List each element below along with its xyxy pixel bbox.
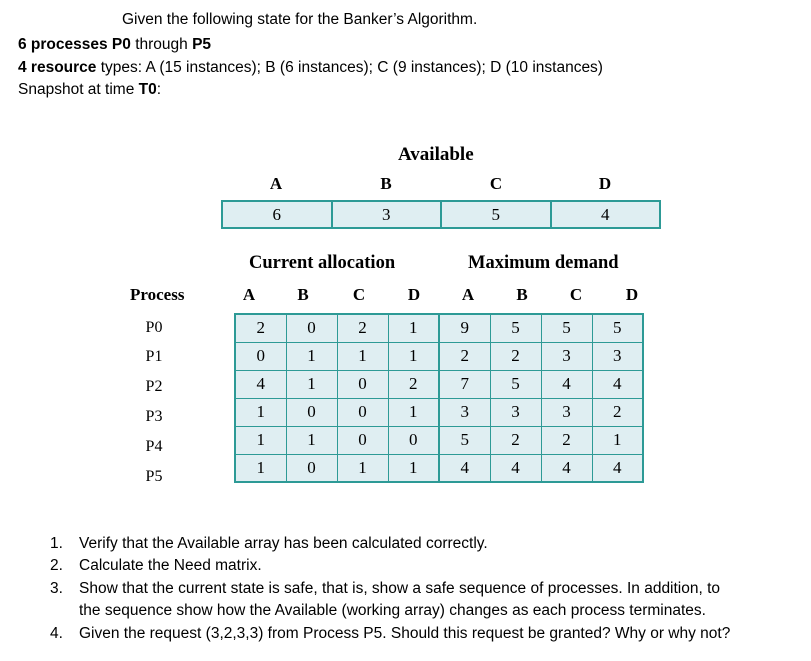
process-label: P5 bbox=[145, 468, 163, 485]
sub-header-alloc-a: A bbox=[242, 285, 256, 304]
matrix-cell: 0 bbox=[286, 454, 337, 482]
allocation-title: Current allocation bbox=[249, 253, 396, 273]
matrix-cell: 2 bbox=[388, 370, 439, 398]
allocation-maximum-matrix bbox=[234, 313, 644, 483]
matrix-cell: 1 bbox=[388, 398, 439, 426]
question-number: 1. bbox=[50, 535, 63, 552]
available-row bbox=[221, 200, 661, 229]
matrix-cell: 0 bbox=[337, 370, 388, 398]
table-row bbox=[235, 342, 643, 370]
intro-snapshot-line bbox=[18, 81, 161, 99]
intro-heading: Given the following state for the Banker’s Algorithm. bbox=[122, 11, 478, 28]
matrix-cell: 4 bbox=[592, 454, 643, 482]
snapshot-plain: Snapshot at time bbox=[18, 81, 139, 98]
matrix-cell: 3 bbox=[541, 342, 592, 370]
matrix-cell: 1 bbox=[286, 370, 337, 398]
matrix-cell: 2 bbox=[490, 342, 541, 370]
process-label: P0 bbox=[145, 319, 163, 336]
available-value-b: 3 bbox=[333, 202, 443, 227]
question-number: 2. bbox=[50, 557, 63, 574]
available-col-c: C bbox=[489, 174, 503, 193]
available-value-c: 5 bbox=[442, 202, 552, 227]
matrix-cell: 2 bbox=[235, 314, 286, 342]
process-label: P1 bbox=[145, 348, 163, 365]
available-col-d: D bbox=[598, 174, 612, 193]
matrix-cell: 5 bbox=[541, 314, 592, 342]
matrix-cell: 4 bbox=[541, 370, 592, 398]
matrix-cell: 1 bbox=[337, 454, 388, 482]
matrix-cell: 0 bbox=[337, 426, 388, 454]
available-col-b: B bbox=[380, 174, 392, 193]
matrix-cell: 1 bbox=[235, 398, 286, 426]
table-row bbox=[235, 398, 643, 426]
question-number: 3. bbox=[50, 580, 63, 597]
matrix-cell: 5 bbox=[490, 370, 541, 398]
question-4 bbox=[50, 625, 790, 645]
matrix-cell: 5 bbox=[592, 314, 643, 342]
sub-header-max-b: B bbox=[516, 285, 528, 304]
matrix-cell: 9 bbox=[439, 314, 490, 342]
available-value-d: 4 bbox=[601, 205, 610, 224]
question-text: Given the request (3,2,3,3) from Process P5. Should this request be granted? Why or why not? bbox=[79, 625, 731, 642]
question-text: Calculate the Need matrix. bbox=[79, 557, 262, 574]
sub-header-max-c: C bbox=[569, 285, 583, 304]
intro-processes-line bbox=[18, 36, 211, 54]
matrix-cell: 0 bbox=[337, 398, 388, 426]
process-label: P2 bbox=[145, 378, 163, 395]
matrix-cell: 2 bbox=[337, 314, 388, 342]
matrix-cell: 3 bbox=[592, 342, 643, 370]
matrix-cell: 5 bbox=[490, 314, 541, 342]
question-number: 4. bbox=[50, 625, 63, 642]
sub-header-alloc-c: C bbox=[352, 285, 366, 304]
question-1 bbox=[50, 535, 790, 555]
sub-header-alloc-b: B bbox=[297, 285, 309, 304]
matrix-cell: 0 bbox=[286, 398, 337, 426]
snapshot-colon: : bbox=[156, 81, 162, 98]
matrix-cell: 1 bbox=[235, 454, 286, 482]
matrix-cell: 3 bbox=[541, 398, 592, 426]
resource-rest: types: A (15 instances); B (6 instances); C (9 instances); D (10 instances) bbox=[96, 59, 603, 76]
matrix-cell: 3 bbox=[490, 398, 541, 426]
question-text: Verify that the Available array has been calculated correctly. bbox=[79, 535, 488, 552]
matrix-cell: 0 bbox=[286, 314, 337, 342]
matrix-cell: 1 bbox=[388, 314, 439, 342]
question-3 bbox=[50, 580, 790, 624]
processes-bold: 6 processes P0 bbox=[18, 36, 131, 53]
intro-resource-line bbox=[18, 59, 603, 77]
matrix-cell: 1 bbox=[388, 454, 439, 482]
process-label: P4 bbox=[145, 438, 163, 455]
matrix-cell: 3 bbox=[439, 398, 490, 426]
process-header: Process bbox=[130, 285, 185, 304]
matrix-cell: 0 bbox=[388, 426, 439, 454]
processes-end: P5 bbox=[192, 36, 212, 53]
available-title: Available bbox=[398, 144, 474, 165]
matrix-cell: 5 bbox=[439, 426, 490, 454]
sub-header-max-a: A bbox=[461, 285, 475, 304]
table-row bbox=[235, 370, 643, 398]
matrix-cell: 4 bbox=[592, 370, 643, 398]
sub-header-max-d: D bbox=[625, 285, 639, 304]
matrix-cell: 1 bbox=[286, 426, 337, 454]
table-row bbox=[235, 454, 643, 482]
matrix-cell: 1 bbox=[592, 426, 643, 454]
maximum-title: Maximum demand bbox=[468, 253, 619, 273]
table-row bbox=[235, 314, 643, 342]
matrix-cell: 4 bbox=[439, 454, 490, 482]
available-value-a: 6 bbox=[223, 202, 333, 227]
matrix-cell: 1 bbox=[286, 342, 337, 370]
matrix-cell: 2 bbox=[541, 426, 592, 454]
matrix-cell: 4 bbox=[541, 454, 592, 482]
available-col-a: A bbox=[269, 174, 283, 193]
matrix-cell: 4 bbox=[490, 454, 541, 482]
sub-header-alloc-d: D bbox=[407, 285, 421, 304]
question-text: Show that the current state is safe, that is, show a safe sequence of processes. In addition, to bbox=[79, 580, 721, 597]
resource-bold: 4 resource bbox=[18, 59, 97, 76]
matrix-cell: 0 bbox=[235, 342, 286, 370]
matrix-cell: 1 bbox=[337, 342, 388, 370]
question-2 bbox=[50, 557, 790, 577]
processes-mid: through bbox=[130, 36, 193, 53]
snapshot-bold: T0 bbox=[138, 81, 157, 98]
table-row bbox=[235, 426, 643, 454]
matrix-cell: 1 bbox=[388, 342, 439, 370]
matrix-cell: 7 bbox=[439, 370, 490, 398]
question-text-continued: the sequence show how the Available (working array) changes as each process terminates. bbox=[79, 602, 706, 619]
matrix-cell: 4 bbox=[235, 370, 286, 398]
matrix-cell: 2 bbox=[439, 342, 490, 370]
matrix-cell: 2 bbox=[592, 398, 643, 426]
matrix-cell: 2 bbox=[490, 426, 541, 454]
process-label: P3 bbox=[145, 408, 163, 425]
matrix-cell: 1 bbox=[235, 426, 286, 454]
